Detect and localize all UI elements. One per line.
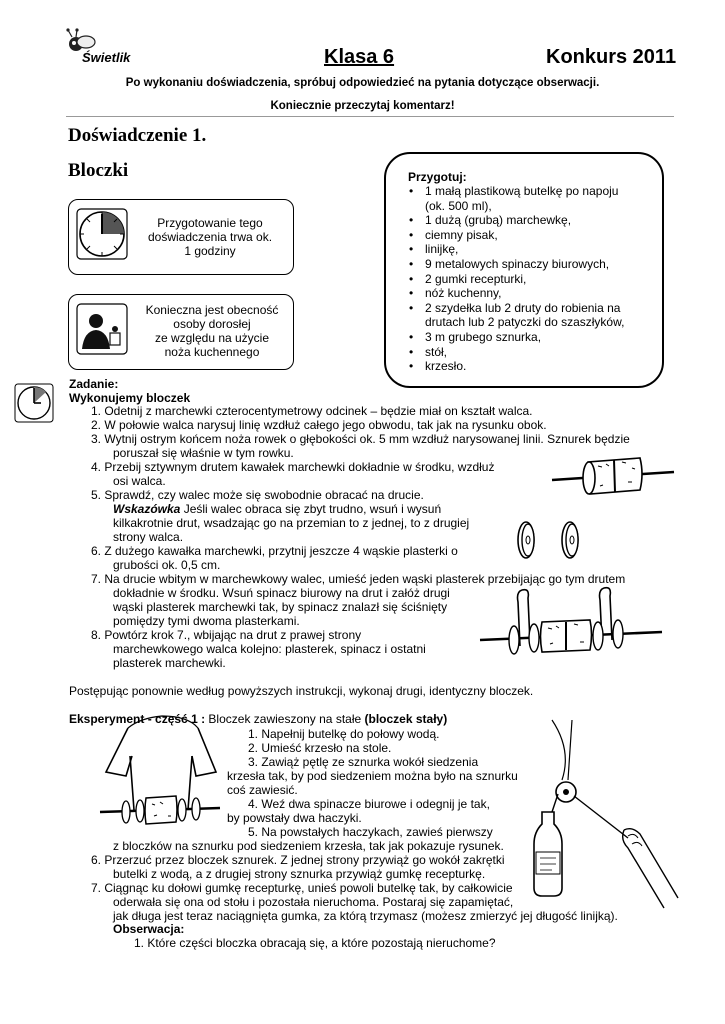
experiment-step-cont: coś zawiesić.	[227, 783, 298, 797]
task-step-cont: plasterek marchewki.	[113, 656, 226, 670]
repeat-text: Postępując ponownie według powyższych instrukcji, wykonaj drugi, identyczny bloczek.	[69, 684, 534, 698]
experiment-label: Eksperyment - część 1 :	[69, 712, 206, 726]
carrot-cylinder-illustration	[548, 452, 678, 502]
experiment-step: 6. Przerzuć przez bloczek sznurek. Z jednej strony przywiąż go wokół zakrętki	[91, 853, 505, 867]
task-step: 4. Przebij sztywnym drutem kawałek marchewki dokładnie w środku, wzdłuż	[91, 460, 495, 474]
task-step-cont: pomiędzy tymi dwoma plasterkami.	[113, 614, 300, 628]
list-item: (ok. 500 ml),	[425, 198, 492, 213]
task-step-cont: strony walca.	[113, 530, 184, 544]
assembled-pulley-illustration	[476, 582, 666, 662]
small-clock-icon	[14, 383, 54, 423]
task-step: 2. W połowie walca narysuj linię wzdłuż całego jego obwodu, tak jak na rysunku obok.	[91, 418, 547, 432]
list-item: • 2 gumki recepturki,	[403, 272, 659, 287]
list-item: drutach lub 2 patyczki do szaszłyków,	[425, 315, 625, 330]
task-step-cont: dokładnie w środku. Wsuń spinacz biurowy na drut i załóż drugi	[113, 586, 450, 600]
list-item: • linijkę,	[403, 242, 659, 257]
adult-line: osoby dorosłej	[173, 317, 251, 331]
hint-line	[113, 503, 441, 516]
list-item: • krzesło.	[403, 359, 659, 374]
time-line: Przygotowanie tego	[157, 216, 263, 230]
experiment-step-cont: oderwała się ona od stołu i pozostała nieruchoma. Postaraj się zapamiętać,	[113, 895, 514, 909]
observation-question: 1. Które części bloczka obracają się, a które pozostają nieruchome?	[134, 936, 496, 950]
hint-text: Jeśli walec obraca się zbyt trudno, wsuń i wysuń	[183, 502, 442, 516]
adult-info-text	[134, 303, 290, 359]
task-step-cont: wąski plasterek marchewki tak, by spinacz znalazł się ściśnięty	[113, 600, 448, 614]
experiment-step: 1. Napełnij butelkę do połowy wodą.	[248, 727, 440, 741]
time-info-text	[132, 216, 288, 258]
experiment-title: Doświadczenie 1.	[68, 125, 207, 146]
experiment-step-cont: z bloczków na sznurku pod siedzeniem krzesła, tak jak pokazuje rysunek.	[113, 839, 504, 853]
prepare-title: Przygotuj:	[408, 170, 467, 184]
header-divider	[66, 116, 674, 117]
task-step-cont: marchewkowego walca kolejno: plasterek, spinacz i ostatni	[113, 642, 426, 656]
must-read-text: Koniecznie przeczytaj komentarz!	[270, 100, 455, 112]
carrot-slices-illustration	[514, 518, 586, 564]
list-item: • 2 szydełka lub 2 druty do robienia na	[403, 301, 659, 316]
task-subtitle: Wykonujemy bloczek	[69, 391, 191, 405]
list-item: • stół,	[403, 345, 659, 360]
experiment-desc: Bloczek zawieszony na stałe	[208, 712, 362, 726]
experiment-step-cont: butelki z wodą, a z drugiej strony sznurka przywiąż gumkę recepturkę.	[113, 867, 486, 881]
task-step-cont: grubości ok. 0,5 cm.	[113, 558, 221, 572]
experiment-step: 5. Na powstałych haczykach, zawieś pierwszy	[248, 825, 493, 839]
list-item: • 1 dużą (grubą) marchewkę,	[403, 213, 659, 228]
task-step: 5. Sprawdź, czy walec może się swobodnie obracać na drucie.	[91, 488, 424, 502]
experiment-step-cont: by powstały dwa haczyki.	[227, 811, 362, 825]
experiment-step: 4. Weź dwa spinacze biurowe i odegnij je tak,	[248, 797, 490, 811]
list-item: • 1 małą plastikową butelkę po napoju	[403, 184, 659, 199]
list-item: • ciemny pisak,	[403, 228, 659, 243]
adult-line: Konieczna jest obecność	[145, 303, 279, 317]
task-step-cont: osi walca.	[113, 474, 166, 488]
task-step: 1. Odetnij z marchewki czterocentymetrowy odcinek – będzie miał on kształt walca.	[91, 404, 533, 418]
bottle-pulley-illustration	[532, 720, 682, 910]
task-step: 6. Z dużego kawałka marchewki, przytnij jeszcze 4 wąskie plasterki o	[91, 544, 458, 558]
adult-line: noża kuchennego	[164, 345, 260, 359]
instruction-text: Po wykonaniu doświadczenia, spróbuj odpowiedzieć na pytania dotyczące obserwacji.	[125, 77, 600, 89]
experiment-step-cont: jak długa jest teraz naciągnięta gumka, za którą trzymasz (możesz zmierzyć jej długość linijką).	[113, 909, 618, 923]
list-item: • 3 m grubego sznurka,	[403, 330, 659, 345]
contest-label: Konkurs 2011	[546, 46, 677, 68]
time-line: 1 godziny	[184, 244, 236, 258]
list-item: • nóż kuchenny,	[403, 286, 659, 301]
task-step-cont: poruszał się właśnie w tym rowku.	[113, 446, 294, 460]
clock-icon	[76, 208, 128, 260]
task-step-cont: kilkakrotnie drut, wsadzając go na przemian to z jednej, to z drugiej	[113, 516, 470, 530]
experiment-desc-bold: (bloczek stały)	[364, 712, 448, 726]
observation-label: Obserwacja:	[113, 922, 185, 936]
experiment-step: 3. Zawiąż pętlę ze sznurka wokół siedzenia	[248, 755, 479, 769]
task-step: 7. Na drucie wbitym w marchewkowy walec, umieść jeden wąski plasterek przebijając go tym drutem	[91, 572, 626, 586]
hanging-pulley-illustration	[100, 716, 222, 842]
experiment-step-cont: krzesła tak, by pod siedzeniem można było na sznurku	[227, 769, 518, 783]
prepare-list	[403, 184, 659, 374]
adult-supervision-icon	[76, 303, 128, 355]
adult-line: ze względu na użycie	[154, 331, 270, 345]
task-label: Zadanie:	[69, 377, 119, 391]
list-item: • 9 metalowych spinaczy biurowych,	[403, 257, 659, 272]
experiment-name: Bloczki	[68, 160, 129, 181]
hint-label: Wskazówka	[113, 502, 181, 516]
logo-text: Świetlik	[82, 50, 131, 65]
class-label: Klasa 6	[324, 46, 395, 68]
task-step: 3. Wytnij ostrym końcem noża rowek o głębokości ok. 5 mm wzdłuż narysowanej linii. Sznurek będzie	[91, 432, 630, 446]
experiment-step: 7. Ciągnąc ku dołowi gumkę recepturkę, unieś powoli butelkę tak, by całkowicie	[91, 881, 513, 895]
task-step: 8. Powtórz krok 7., wbijając na drut z prawej strony	[91, 628, 362, 642]
experiment-step: 2. Umieść krzesło na stole.	[248, 741, 392, 755]
time-line: doświadczenia trwa ok.	[147, 230, 273, 244]
